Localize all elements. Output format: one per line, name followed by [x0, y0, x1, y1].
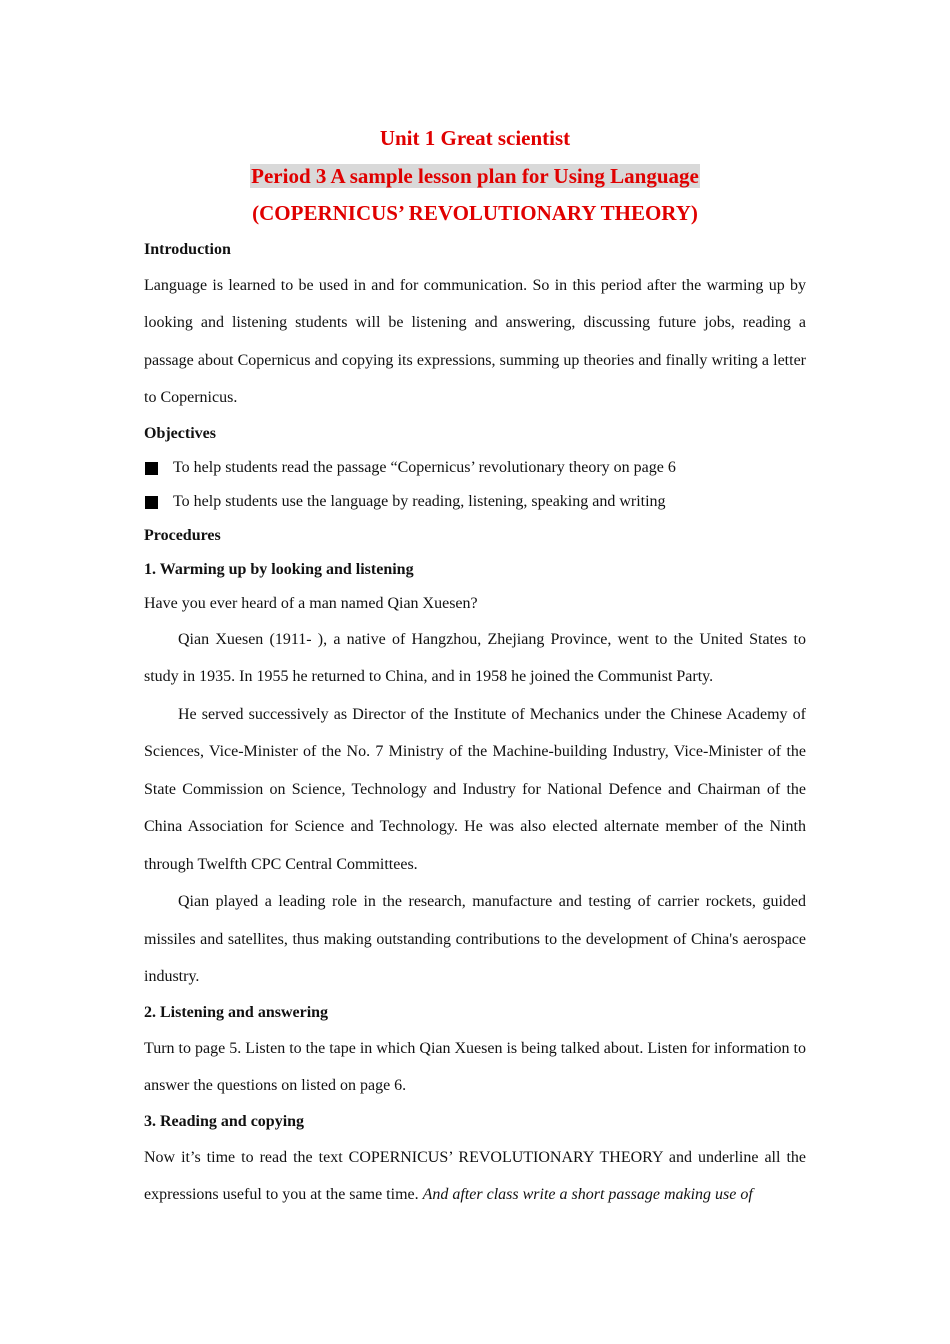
step3-text-regular: Now it’s time to read the text COPERNICUS’ REVOLUTIONARY THEORY and underline all the expressions useful to you at the same time.	[144, 1148, 806, 1203]
step1-paragraph-1: Qian Xuesen (1911- ), a native of Hangzhou, Zhejiang Province, went to the United States to study in 1935. In 1955 he returned to China, and in 1958 he joined the Communist Party.	[144, 630, 806, 685]
square-bullet-icon	[145, 496, 158, 509]
step1-question: Have you ever heard of a man named Qian Xuesen?	[144, 594, 478, 612]
document-page	[144, 120, 806, 1214]
square-bullet-icon	[145, 462, 158, 475]
step1-heading: 1. Warming up by looking and listening	[144, 560, 414, 578]
step2-text: Turn to page 5. Listen to the tape in which Qian Xuesen is being talked about. Listen for information to answer the questions on listed on page 6.	[144, 1039, 806, 1094]
step3-text	[144, 1139, 806, 1214]
introduction-heading: Introduction	[144, 240, 231, 258]
step3-heading: 3. Reading and copying	[144, 1112, 305, 1130]
step3-text-italic: And after class write a short passage making use of	[422, 1186, 753, 1203]
introduction-text: Language is learned to be used in and for communication. So in this period after the warming up by looking and listening students will be listening and answering, discussing future jobs, reading a passage about Copernicus and copying its expressions, summing up theories and finally writing a letter to Copernicus.	[144, 276, 806, 406]
period-title-highlight: Period 3 A sample lesson plan for Using Language	[251, 163, 699, 188]
objective-item	[144, 485, 806, 519]
step1-paragraph-3: Qian played a leading role in the research, manufacture and testing of carrier rockets, guided missiles and satellites, thus making outstanding contributions to the development of China's aerospace industry.	[144, 893, 806, 985]
period-title	[144, 158, 806, 196]
step2-heading: 2. Listening and answering	[144, 1003, 329, 1021]
lesson-subtitle: (COPERNICUS’ REVOLUTIONARY THEORY)	[252, 201, 698, 225]
objective-text: To help students use the language by reading, listening, speaking and writing	[173, 492, 666, 510]
unit-title: Unit 1 Great scientist	[379, 126, 571, 150]
step1-paragraph-2: He served successively as Director of the Institute of Mechanics under the Chinese Academy of Sciences, Vice-Minister of the No. 7 Ministry of the Machine-building Industry, Vice-Minister of the State Commission on Science, Technology and Industry for National Defence and Chairman of the China Association for Science and Technology. He was also elected alternate member of the Ninth through Twelfth CPC Central Committees.	[144, 705, 806, 873]
objectives-heading: Objectives	[144, 424, 216, 442]
objective-item	[144, 451, 806, 485]
procedures-heading: Procedures	[144, 526, 221, 544]
objective-text: To help students read the passage “Copernicus’ revolutionary theory on page 6	[173, 458, 676, 476]
